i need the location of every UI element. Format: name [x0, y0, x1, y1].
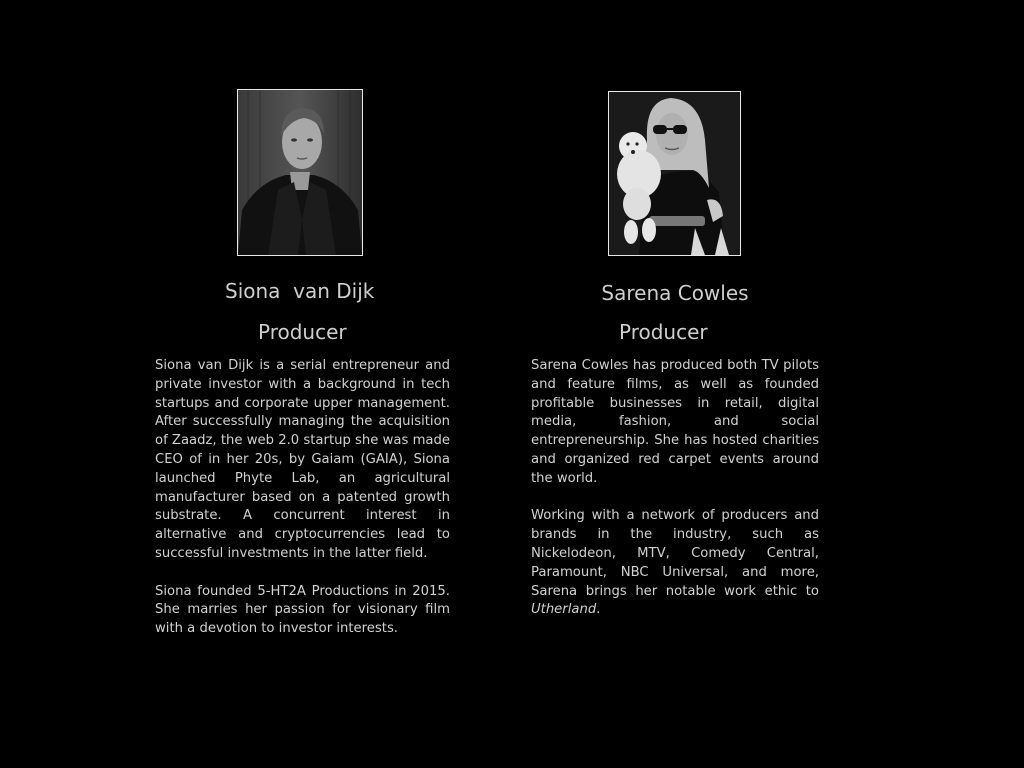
producer-bio: [531, 357, 819, 620]
bio-paragraph: Siona van Dijk is a serial entrepreneur and private investor with a background in tech startups and corporate upper management. After successfully managing the acquisition of Zaadz, the web 2.0 startup she was made CEO of in her 20s, by Gaiam (GAIA), Siona launched Phyte Lab, an agricultural manufacturer based on a patented growth substrate. A concurrent interest in alternative and cryptocurrencies lead to successful investments in the latter field.: [155, 358, 450, 561]
portrait-image: [238, 90, 362, 255]
portrait-photo: [237, 89, 363, 256]
bio-paragraph: Siona founded 5-HT2A Productions in 2015. She marries her passion for visionary film with a devotion to investor interests.: [155, 583, 450, 637]
producer-name: Sarena Cowles: [601, 281, 749, 305]
producer-role: Producer: [258, 320, 347, 344]
bio-text: Working with a network of producers and brands in the industry, such as Nickelodeon, MTV, Comedy Central, Paramount, NBC Universal, and more, Sarena brings her notable work ethic to: [531, 508, 819, 599]
bio-paragraph: Sarena Cowles has produced both TV pilots and feature films, as well as founded profitable businesses in retail, digital media, fashion, and social entrepreneurship. She has hosted charities and organized red carpet events around the world.: [531, 358, 819, 486]
film-title: Utherland: [531, 602, 597, 618]
producer-name: Siona van Dijk: [225, 279, 375, 303]
bio-text: .: [596, 602, 601, 618]
producer-bio: [155, 357, 450, 639]
portrait-photo: [608, 91, 741, 256]
portrait-image: [609, 92, 740, 255]
bio-paragraph: [531, 507, 819, 620]
producer-role: Producer: [619, 320, 708, 344]
